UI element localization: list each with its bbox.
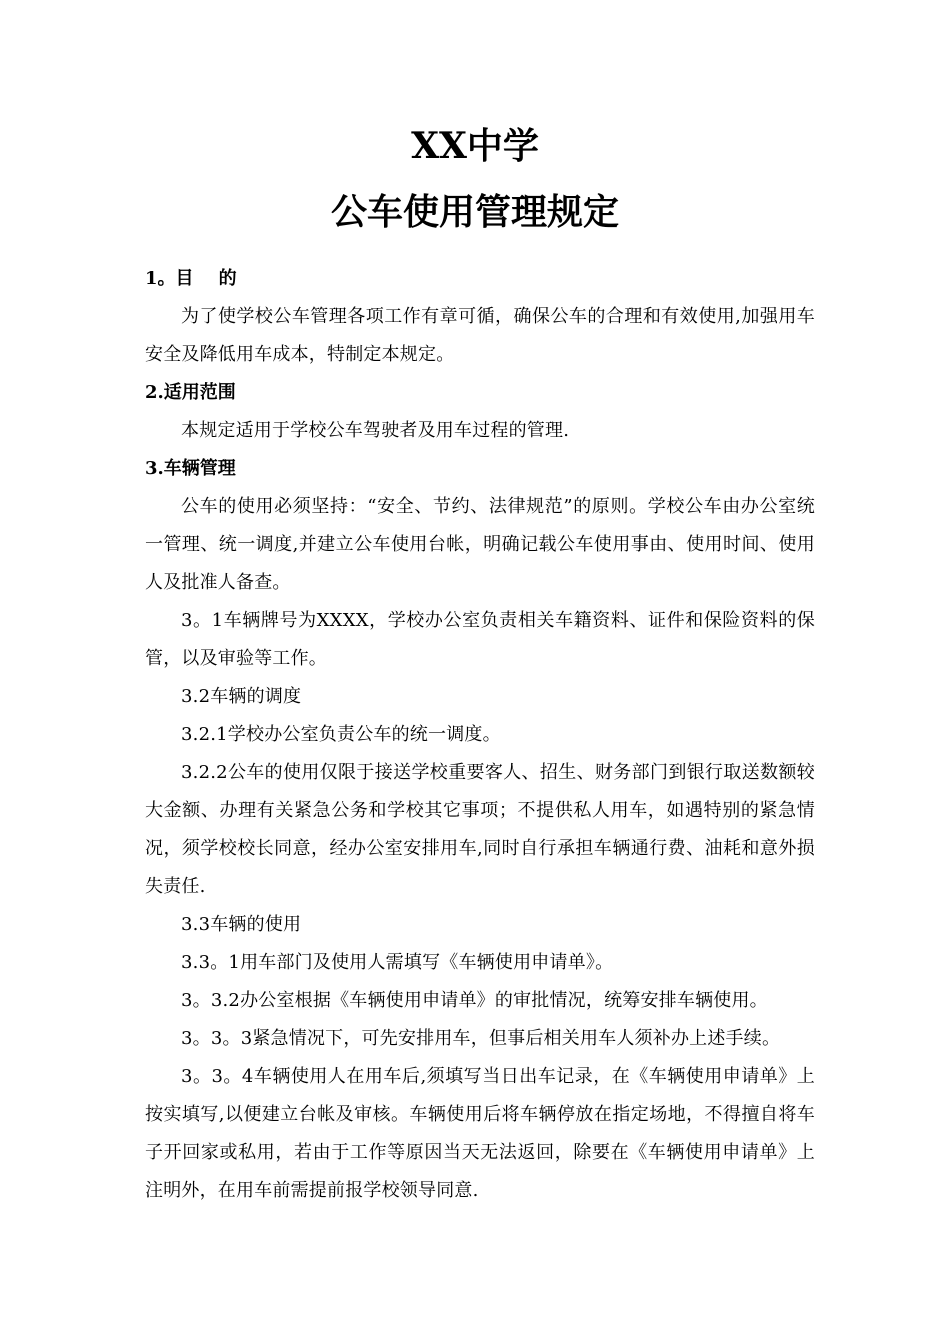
- paragraph-vehicle-intro: 公车的使用必须坚持：“安全、节约、法律规范”的原则。学校公车由办公室统一管理、统一调度,并建立公车使用台帐，明确记载公车使用事由、使用时间、使用人及批准人备查。: [145, 496, 815, 593]
- section-heading-scope: 2.适用范围: [145, 382, 236, 403]
- paragraph-scope: 本规定适用于学校公车驾驶者及用车过程的管理.: [181, 420, 570, 441]
- section-heading-purpose: 1。目 的: [145, 268, 237, 289]
- paragraph-3-2-1: 3.2.1学校办公室负责公车的统一调度。: [181, 724, 501, 745]
- paragraph-purpose: 为了使学校公车管理各项工作有章可循，确保公车的合理和有效使用,加强用车安全及降低用车成本，特制定本规定。: [145, 306, 815, 365]
- paragraph-3-3: 3.3车辆的使用: [181, 914, 302, 935]
- paragraph-3-2: 3.2车辆的调度: [181, 686, 302, 707]
- school-title: XX中学: [411, 125, 539, 167]
- document-title: 公车使用管理规定: [330, 191, 619, 233]
- paragraph-3-2-2: 3.2.2公车的使用仅限于接送学校重要客人、招生、财务部门到银行取送数额较大金额、办理有关紧急公务和学校其它事项；不提供私人用车，如遇特别的紧急情况，须学校校长同意，经办公室安排用车,同时自行承担车辆通行费、油耗和意外损失责任.: [145, 762, 815, 897]
- section-heading-vehicle: 3.车辆管理: [145, 458, 236, 479]
- paragraph-3-3-1: 3.3。1用车部门及使用人需填写《车辆使用申请单》。: [181, 952, 614, 973]
- document-body: [145, 260, 815, 1210]
- paragraph-3-3-4: 3。3。4车辆使用人在用车后,须填写当日出车记录，在《车辆使用申请单》上按实填写,以便建立台帐及审核。车辆使用后将车辆停放在指定场地，不得擅自将车子开回家或私用，若由于工作等原因当天无法返回，除要在《车辆使用申请单》上注明外，在用车前需提前报学校领导同意.: [145, 1066, 815, 1201]
- paragraph-3-1: 3。1车辆牌号为XXXX，学校办公室负责相关车籍资料、证件和保险资料的保管，以及审验等工作。: [145, 610, 815, 669]
- paragraph-3-3-2: 3。3.2办公室根据《车辆使用申请单》的审批情况，统筹安排车辆使用。: [181, 990, 768, 1011]
- paragraph-3-3-3: 3。3。3紧急情况下，可先安排用车，但事后相关用车人须补办上述手续。: [181, 1028, 781, 1049]
